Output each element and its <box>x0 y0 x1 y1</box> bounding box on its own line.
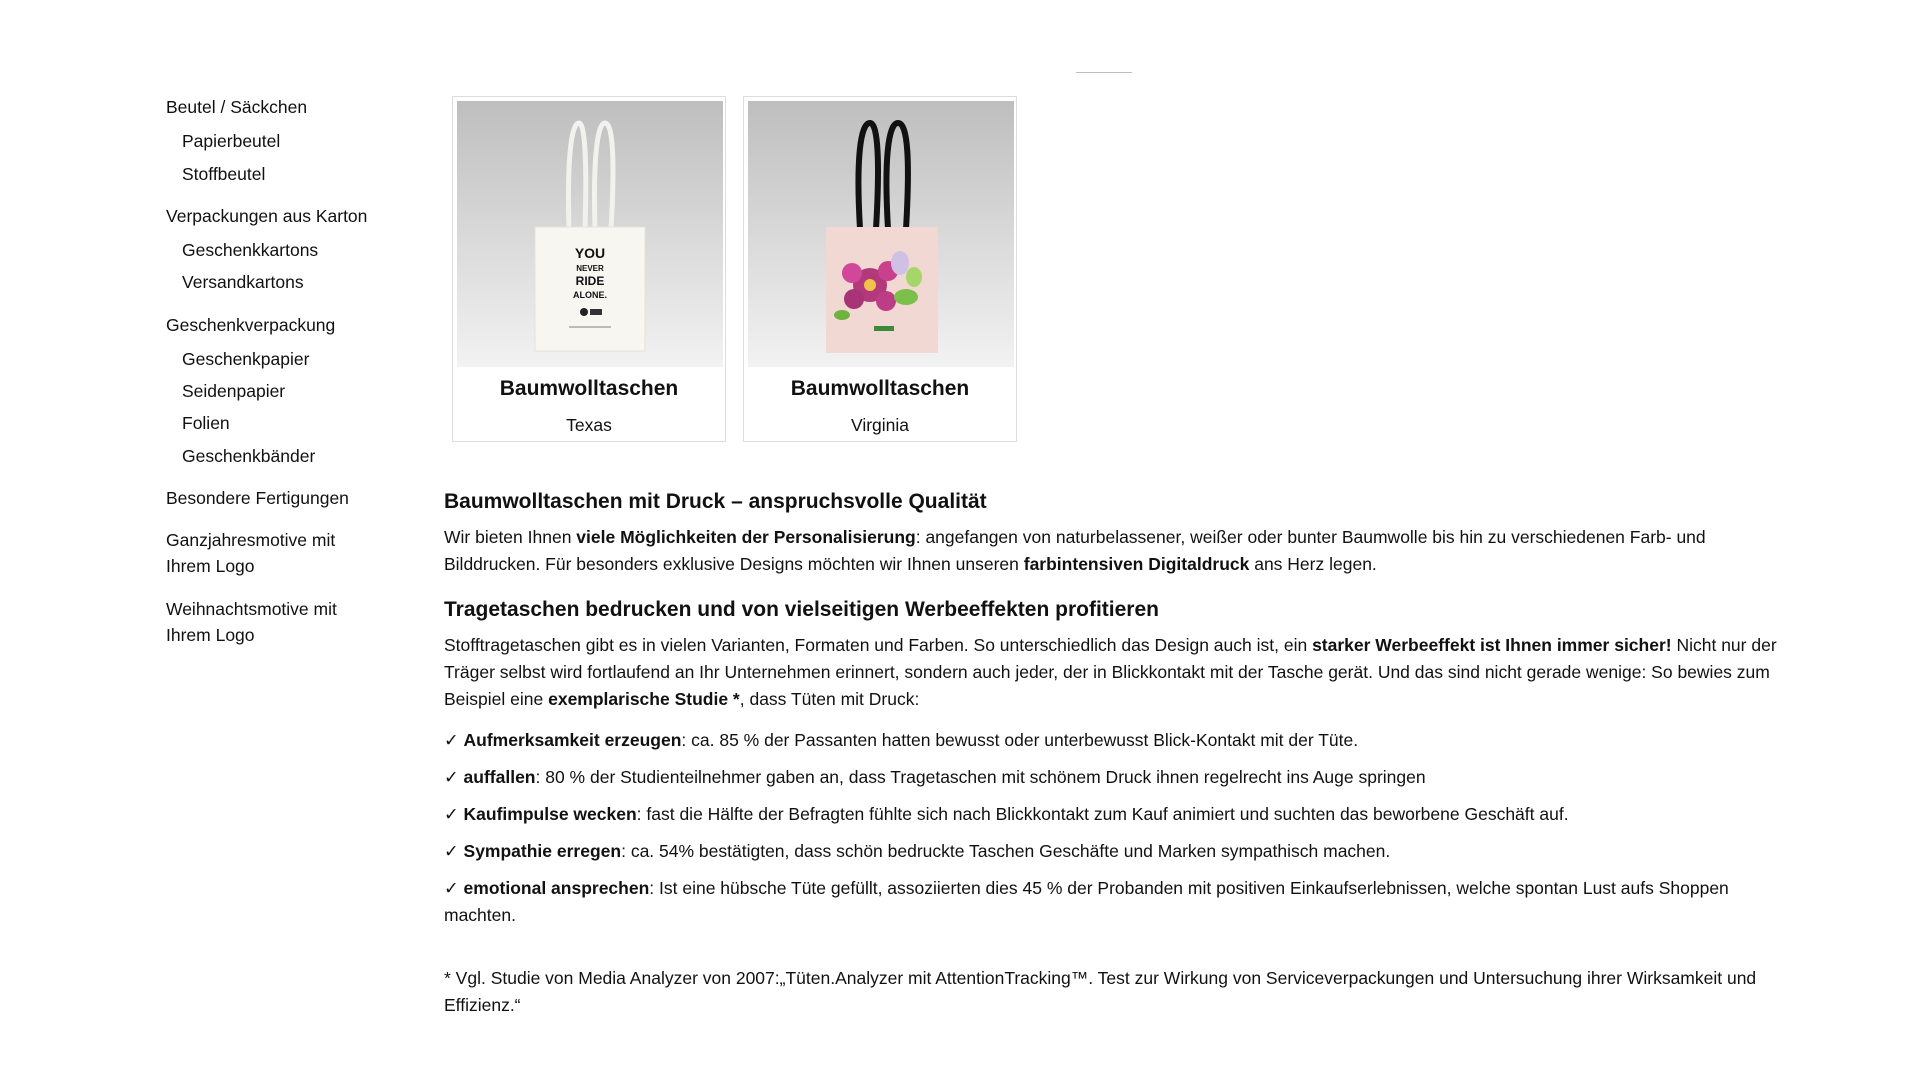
text-segment: : angefangen von naturbelassener, weißer oder bunter Baumwolle bis hin zu verschiedenen Farb- und Bilddrucken. Für besonders exklusive Designs möchten wir Ihnen unseren <box>444 527 1706 574</box>
svg-text:NEVER: NEVER <box>576 264 604 273</box>
text-segment: , dass Tüten mit Druck: <box>739 689 920 709</box>
section-heading-quality: Baumwolltaschen mit Druck – anspruchsvolle Qualität <box>444 490 987 513</box>
werbeeffekte-paragraph <box>444 632 1778 713</box>
benefit-item <box>444 875 1778 929</box>
product-image-virginia[interactable] <box>748 101 1014 367</box>
nav-item-geschenkbaender[interactable]: Geschenkbänder <box>182 445 316 466</box>
intro-paragraph <box>444 524 1778 578</box>
tote-bag-white-icon <box>457 101 723 367</box>
nav-item-versandkartons[interactable]: Versandkartons <box>182 272 304 293</box>
product-variant: Virginia <box>850 415 910 435</box>
nav-item-folien[interactable]: Folien <box>182 413 230 434</box>
nav-item-papierbeutel[interactable]: Papierbeutel <box>182 131 281 152</box>
benefit-text: : Ist eine hübsche Tüte gefüllt, assoziierten dies 45 % der Probanden mit positiven Einkaufserlebnissen, welche spontan Lust aufs Shoppen machten. <box>444 878 1729 925</box>
text-segment: ans Herz legen. <box>1249 554 1377 574</box>
product-name[interactable]: Baumwolltaschen <box>499 377 679 400</box>
check-icon: ✓ <box>444 841 464 861</box>
benefit-title: auffallen <box>463 767 536 787</box>
nav-category-karton[interactable]: Verpackungen aus Karton <box>166 205 368 226</box>
nav-category-besondere-fertigungen[interactable]: Besondere Fertigungen <box>166 487 349 508</box>
main-content <box>444 488 1778 1033</box>
category-sidebar <box>166 94 416 664</box>
svg-text:RIDE: RIDE <box>575 274 605 288</box>
nav-item-geschenkkartons[interactable]: Geschenkkartons <box>182 240 319 260</box>
product-variant: Texas <box>566 415 612 435</box>
tote-bag-flower-icon <box>748 101 1014 367</box>
product-card-virginia[interactable] <box>743 96 1017 442</box>
benefit-title: emotional ansprechen <box>463 878 650 898</box>
nav-category-weihnachtsmotive[interactable]: Weihnachtsmotive mit Ihrem Logo <box>166 598 337 645</box>
text-emphasis: starker Werbeeffekt ist Ihnen immer sicher! <box>1312 635 1672 655</box>
benefit-text: : fast die Hälfte der Befragten fühlte sich nach Blickkontakt zum Kauf animiert und suchten das beworbene Geschäft auf. <box>636 804 1569 824</box>
svg-text:ALONE.: ALONE. <box>572 290 608 300</box>
nav-group-geschenkverpackung <box>166 312 416 469</box>
product-image-texas[interactable] <box>457 101 723 367</box>
nav-category-geschenkverpackung[interactable]: Geschenkverpackung <box>166 314 336 335</box>
benefit-text: : ca. 54% bestätigten, dass schön bedruckte Taschen Geschäfte und Marken sympathisch machen. <box>621 841 1391 861</box>
nav-item-seidenpapier[interactable]: Seidenpapier <box>182 381 286 401</box>
nav-item-stoffbeutel[interactable]: Stoffbeutel <box>182 163 266 184</box>
text-segment: Stofftragetaschen gibt es in vielen Varianten, Formaten und Farben. So unterschiedlich das Design auch ist, ein <box>444 635 1313 655</box>
nav-group-karton <box>166 203 416 296</box>
svg-text:YOU: YOU <box>574 245 606 261</box>
nav-category-ganzjahresmotive[interactable]: Ganzjahresmotive mit Ihrem Logo <box>166 530 336 577</box>
product-grid <box>452 96 1017 442</box>
benefit-item <box>444 764 1778 791</box>
benefit-title: Sympathie erregen <box>463 841 622 861</box>
text-segment: Nicht nur der Träger selbst wird fortlaufend an Ihr Unternehmen erinnert, sondern auch jeder, der in Blickkontakt mit der Tasche gerät. Und das sind nicht gerade wenige: So bewies zum Beispiel eine <box>444 635 1777 709</box>
benefit-text: : ca. 85 % der Passanten hatten bewusst oder unterbewusst Blick-Kontakt mit der Tüte. <box>681 730 1359 750</box>
benefit-text: : 80 % der Studienteilnehmer gaben an, dass Tragetaschen mit schönem Druck ihnen regelrecht ins Auge springen <box>535 767 1426 787</box>
benefit-item <box>444 838 1778 865</box>
benefit-item <box>444 801 1778 828</box>
nav-category-beutel[interactable]: Beutel / Säckchen <box>166 97 308 117</box>
nav-item-geschenkpapier[interactable]: Geschenkpapier <box>182 348 310 369</box>
product-name[interactable]: Baumwolltaschen <box>790 377 970 400</box>
benefit-item <box>444 727 1778 754</box>
section-heading-werbeeffekte: Tragetaschen bedrucken und von vielseitigen Werbeeffekten profitieren <box>444 598 1159 621</box>
benefit-title: Kaufimpulse wecken <box>463 804 637 824</box>
check-icon: ✓ <box>444 767 464 787</box>
text-emphasis: viele Möglichkeiten der Personalisierung <box>576 527 916 547</box>
text-emphasis: farbintensiven Digitaldruck <box>1023 554 1250 574</box>
check-icon: ✓ <box>444 878 464 898</box>
benefit-title: Aufmerksamkeit erzeugen <box>463 730 682 750</box>
benefit-list <box>444 727 1778 929</box>
check-icon: ✓ <box>444 730 464 750</box>
nav-group-beutel <box>166 94 416 187</box>
text-segment: Wir bieten Ihnen <box>444 527 577 547</box>
top-divider <box>1076 72 1132 73</box>
text-emphasis: exemplarische Studie * <box>548 689 740 709</box>
check-icon: ✓ <box>444 804 464 824</box>
footnote: * Vgl. Studie von Media Analyzer von 2007:„Tüten.Analyzer mit AttentionTracking™. Test zur Wirkung von Serviceverpackungen und Untersuchung ihrer Wirksamkeit und Effizienz.“ <box>444 968 1757 1015</box>
product-card-texas[interactable] <box>452 96 726 442</box>
